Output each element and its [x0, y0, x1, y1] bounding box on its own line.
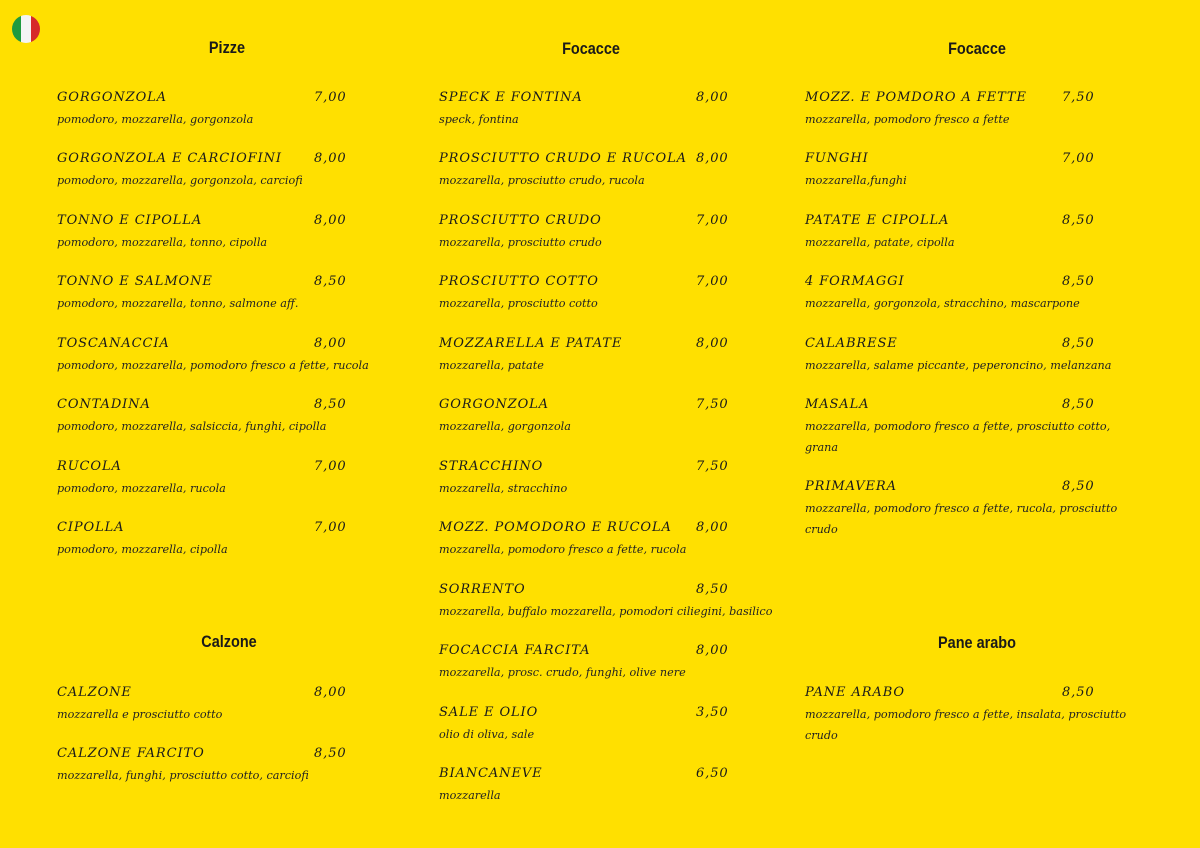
item-name: BIANCANEVE — [439, 766, 543, 781]
section-title-focacce: Focacce — [562, 39, 620, 58]
item-description: mozzarella, salame piccante, peperoncino, melanzana — [805, 359, 1112, 372]
item-name: TONNO E CIPOLLA — [57, 213, 203, 228]
item-description: pomodoro, mozzarella, salsiccia, funghi, cipolla — [57, 420, 327, 433]
menu-item — [57, 685, 387, 726]
item-description: pomodoro, mozzarella, tonno, cipolla — [57, 236, 268, 249]
item-description: mozzarella, stracchino — [439, 482, 568, 495]
item-description: mozzarella, patate, cipolla — [805, 236, 955, 249]
italian-flag-icon — [12, 15, 40, 43]
item-name: MOZZ. E POMDORO A FETTE — [805, 90, 1027, 105]
item-description: pomodoro, mozzarella, tonno, salmone aff. — [57, 297, 299, 310]
item-price: 7,00 — [314, 459, 347, 474]
item-name: STRACCHINO — [439, 459, 544, 474]
item-name: 4 FORMAGGI — [805, 274, 905, 289]
item-name: PATATE E CIPOLLA — [805, 213, 950, 228]
item-description: mozzarella e prosciutto cotto — [57, 708, 223, 721]
item-price: 7,50 — [1062, 90, 1095, 105]
item-name: GORGONZOLA — [439, 397, 549, 412]
item-description: mozzarella, funghi, prosciutto cotto, carciofi — [57, 769, 309, 782]
menu-item — [57, 336, 387, 377]
item-name: PROSCIUTTO COTTO — [439, 274, 599, 289]
item-price: 8,00 — [696, 336, 729, 351]
item-name: CALZONE FARCITO — [57, 746, 205, 761]
item-description: mozzarella, patate — [439, 359, 544, 372]
section-title-calzone: Calzone — [201, 632, 257, 651]
item-description: mozzarella, pomodoro fresco a fette, insalata, prosciutto crudo — [805, 708, 1127, 742]
item-description: mozzarella, gorgonzola, stracchino, mascarpone — [805, 297, 1080, 310]
item-price: 8,00 — [696, 90, 729, 105]
menu-item — [57, 90, 387, 131]
menu-item — [439, 766, 779, 807]
menu-item — [439, 520, 779, 561]
item-name: GORGONZOLA — [57, 90, 167, 105]
section-title-pane-arabo: Pane arabo — [938, 633, 1016, 652]
item-price: 8,00 — [314, 151, 347, 166]
menu-item — [439, 274, 779, 315]
item-description: mozzarella, buffalo mozzarella, pomodori ciliegini, basilico — [439, 605, 773, 618]
item-price: 8,50 — [1062, 213, 1095, 228]
item-name: RUCOLA — [57, 459, 122, 474]
item-description: mozzarella, pomodoro fresco a fette — [805, 113, 1010, 126]
item-name: GORGONZOLA E CARCIOFINI — [57, 151, 282, 166]
menu-item — [439, 459, 779, 500]
menu-item — [439, 151, 779, 192]
item-name: TOSCANACCIA — [57, 336, 170, 351]
menu-item — [57, 397, 387, 438]
item-price: 7,00 — [1062, 151, 1095, 166]
item-description: mozzarella, prosciutto cotto — [439, 297, 598, 310]
item-name: MASALA — [805, 397, 870, 412]
item-name: MOZZ. POMODORO E RUCOLA — [439, 520, 672, 535]
item-price: 8,50 — [1062, 685, 1095, 700]
item-price: 7,00 — [696, 213, 729, 228]
section-title-pizze: Pizze — [208, 38, 246, 57]
item-price: 8,50 — [314, 397, 347, 412]
menu-item — [439, 643, 779, 684]
menu-item — [439, 90, 779, 131]
item-price: 8,00 — [314, 213, 347, 228]
item-description: mozzarella, prosciutto crudo, rucola — [439, 174, 645, 187]
item-price: 7,00 — [314, 90, 347, 105]
menu-item — [57, 274, 387, 315]
item-name: FOCACCIA FARCITA — [439, 643, 591, 658]
menu-item — [57, 746, 387, 787]
menu-item — [57, 151, 387, 192]
item-description: pomodoro, mozzarella, cipolla — [57, 543, 228, 556]
item-price: 8,00 — [696, 643, 729, 658]
menu-item — [439, 582, 779, 623]
item-price: 7,00 — [314, 520, 347, 535]
item-price: 8,00 — [314, 336, 347, 351]
item-name: PANE ARABO — [805, 685, 905, 700]
item-name: FUNGHI — [805, 151, 869, 166]
item-description: speck, fontina — [439, 113, 519, 126]
item-name: CALZONE — [57, 685, 132, 700]
item-price: 8,50 — [1062, 336, 1095, 351]
item-price: 8,00 — [696, 151, 729, 166]
item-name: CALABRESE — [805, 336, 898, 351]
menu-item — [805, 151, 1145, 192]
menu-item — [57, 520, 387, 561]
menu-item — [805, 336, 1145, 377]
item-price: 8,50 — [1062, 274, 1095, 289]
item-price: 8,50 — [696, 582, 729, 597]
item-price: 7,50 — [696, 459, 729, 474]
item-name: PROSCIUTTO CRUDO E RUCOLA — [439, 151, 687, 166]
item-price: 3,50 — [696, 705, 729, 720]
menu-item — [439, 213, 779, 254]
menu-item — [805, 479, 1145, 540]
item-price: 6,50 — [696, 766, 729, 781]
item-price: 8,50 — [1062, 479, 1095, 494]
item-name: SORRENTO — [439, 582, 526, 597]
item-description: mozzarella, prosc. crudo, funghi, olive nere — [439, 666, 686, 679]
item-price: 8,00 — [314, 685, 347, 700]
item-name: TONNO E SALMONE — [57, 274, 213, 289]
menu-item — [805, 685, 1145, 746]
menu-item — [439, 705, 779, 746]
item-description: olio di oliva, sale — [439, 728, 535, 741]
menu-item — [805, 397, 1145, 458]
menu-item — [439, 397, 779, 438]
item-description: pomodoro, mozzarella, gorgonzola, carciofi — [57, 174, 303, 187]
section-title-focacce: Focacce — [948, 39, 1006, 58]
menu-item — [805, 90, 1145, 131]
menu-item — [805, 213, 1145, 254]
menu-item — [805, 274, 1145, 315]
item-name: PROSCIUTTO CRUDO — [439, 213, 602, 228]
item-name: CIPOLLA — [57, 520, 125, 535]
item-description: pomodoro, mozzarella, rucola — [57, 482, 226, 495]
item-name: PRIMAVERA — [805, 479, 897, 494]
item-price: 8,00 — [696, 520, 729, 535]
item-price: 8,50 — [314, 274, 347, 289]
menu-item — [439, 336, 779, 377]
item-description: mozzarella, prosciutto crudo — [439, 236, 602, 249]
menu-item — [57, 459, 387, 500]
item-name: MOZZARELLA E PATATE — [439, 336, 623, 351]
item-description: pomodoro, mozzarella, pomodoro fresco a fette, rucola — [57, 359, 369, 372]
item-name: SALE E OLIO — [439, 705, 539, 720]
item-name: CONTADINA — [57, 397, 151, 412]
item-description: mozzarella,funghi — [805, 174, 907, 187]
item-description: mozzarella, pomodoro fresco a fette, rucola, prosciutto crudo — [805, 502, 1118, 536]
item-description: mozzarella, pomodoro fresco a fette, prosciutto cotto, grana — [805, 420, 1111, 454]
item-price: 8,50 — [1062, 397, 1095, 412]
item-description: mozzarella — [439, 789, 501, 802]
item-name: SPECK E FONTINA — [439, 90, 583, 105]
menu-item — [57, 213, 387, 254]
item-description: mozzarella, gorgonzola — [439, 420, 571, 433]
item-description: pomodoro, mozzarella, gorgonzola — [57, 113, 254, 126]
item-price: 8,50 — [314, 746, 347, 761]
item-description: mozzarella, pomodoro fresco a fette, rucola — [439, 543, 687, 556]
item-price: 7,50 — [696, 397, 729, 412]
item-price: 7,00 — [696, 274, 729, 289]
